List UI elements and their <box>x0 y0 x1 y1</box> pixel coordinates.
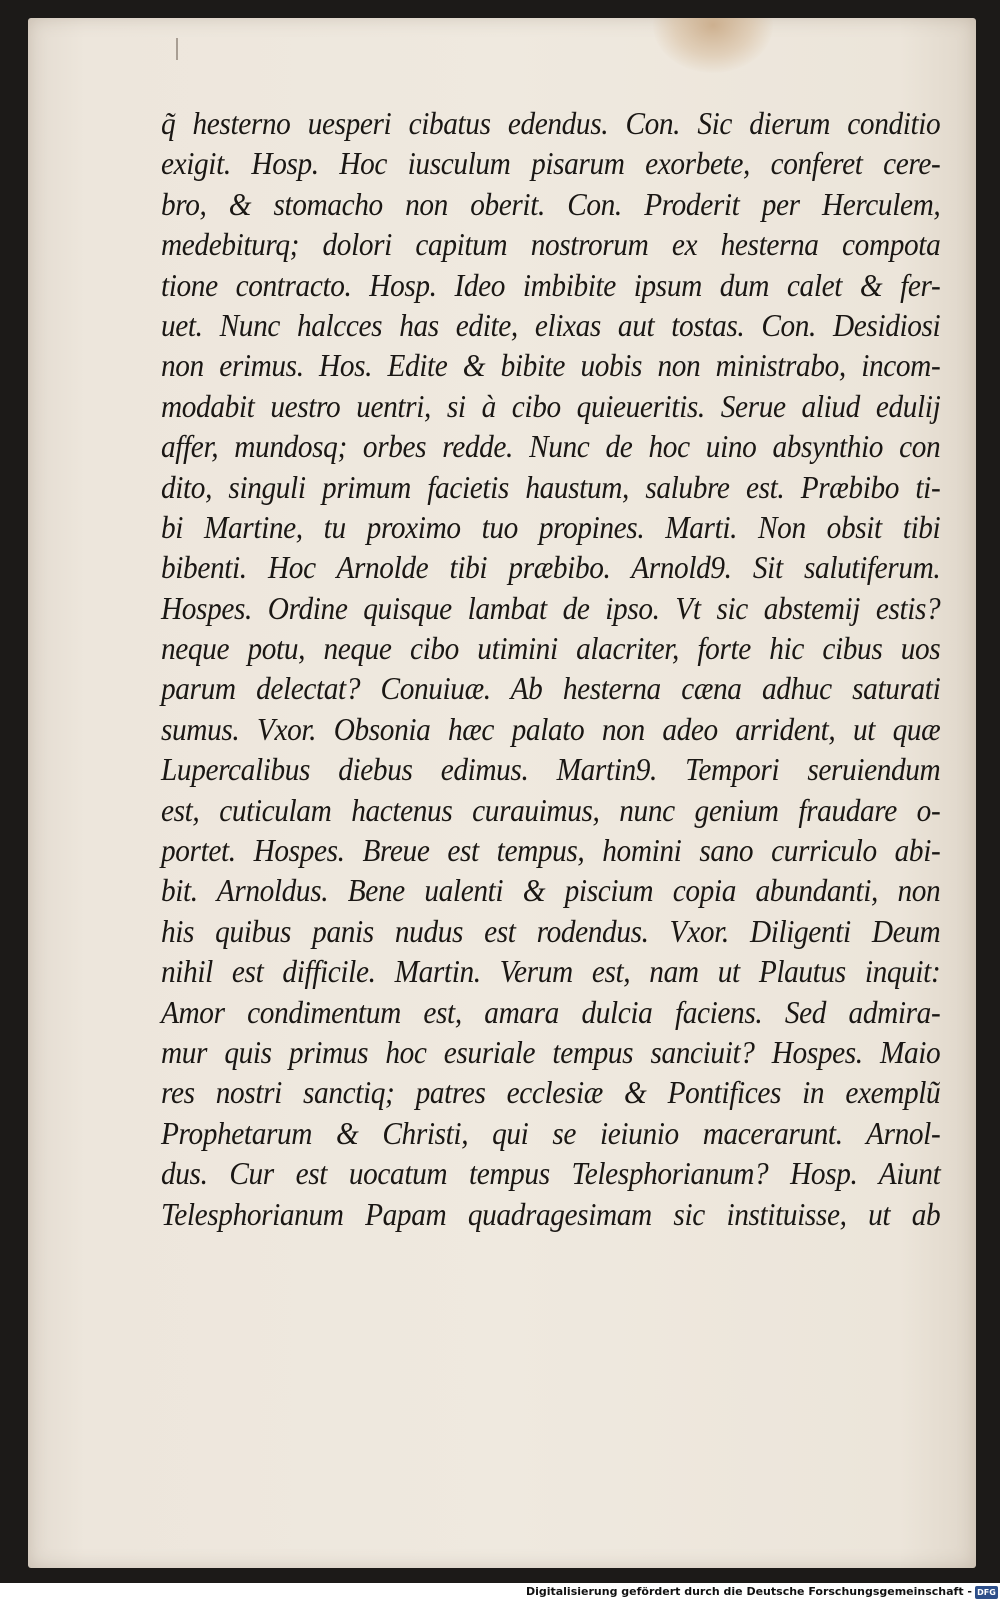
text-line: tione contracto. Hosp. Ideo imbibite ipsum dum calet & fer- <box>161 267 941 303</box>
text-line: bibenti. Hoc Arnolde tibi præbibo. Arnold9. Sit salutiferum. <box>161 550 941 586</box>
text-line: dus. Cur est uocatum tempus Telesphorianum? Hosp. Aiunt <box>161 1156 941 1192</box>
text-line: Hospes. Ordine quisque lambat de ipso. Vt sic abstemij estis? <box>161 590 941 626</box>
text-line: medebiturq; dolori capitum nostrorum ex hesterna compota <box>161 227 941 263</box>
text-line: Lupercalibus diebus edimus. Martin9. Tempori seruiendum <box>161 752 941 788</box>
text-line: parum delectat? Conuiuæ. Ab hesterna cæna adhuc saturati <box>161 671 941 707</box>
text-line: affer, mundosq; orbes redde. Nunc de hoc uino absynthio con <box>161 429 941 465</box>
text-line: bi Martine, tu proximo tuo propines. Marti. Non obsit tibi <box>161 509 941 545</box>
text-line: non erimus. Hos. Edite & bibite uobis non ministrabo, incom- <box>161 348 941 384</box>
book-page <box>28 18 976 1568</box>
margin-mark <box>176 38 178 60</box>
text-block <box>161 104 941 1235</box>
text-line: his quibus panis nudus est rodendus. Vxor. Diligenti Deum <box>161 913 941 949</box>
text-line: q̃ hesterno uesperi cibatus edendus. Con. Sic dierum conditio <box>161 106 941 141</box>
text-line: Prophetarum & Christi, qui se ieiunio macerarunt. Arnol- <box>161 1115 941 1151</box>
digitization-credit: Digitalisierung gefördert durch die Deutsche Forschungsgemeinschaft - <box>525 1585 972 1598</box>
text-line: bro, & stomacho non oberit. Con. Proderit per Herculem, <box>161 186 941 222</box>
text-line: mur quis primus hoc esuriale tempus sanciuit? Hospes. Maio <box>161 1034 941 1070</box>
text-line: sumus. Vxor. Obsonia hæc palato non adeo arrident, ut quæ <box>161 711 941 747</box>
text-line: uet. Nunc halcces has edite, elixas aut tostas. Con. Desidiosi <box>161 307 941 343</box>
text-line: Amor condimentum est, amara dulcia faciens. Sed admira- <box>161 994 941 1030</box>
text-line: dito, singuli primum facietis haustum, salubre est. Præbibo ti- <box>161 469 941 505</box>
text-line: neque potu, neque cibo utimini alacriter, forte hic cibus uos <box>161 631 941 667</box>
text-line: res nostri sanctiq; patres ecclesiæ & Pontifices in exemplũ <box>161 1075 941 1111</box>
text-line: exigit. Hosp. Hoc iusculum pisarum exorbete, conferet cere- <box>161 146 941 182</box>
text-line: bit. Arnoldus. Bene ualenti & piscium copia abundanti, non <box>161 873 941 909</box>
text-line: modabit uestro uentri, si à cibo quieueritis. Serue aliud edulij <box>161 388 941 424</box>
text-line: nihil est difficile. Martin. Verum est, nam ut Plautus inquit: <box>161 954 941 990</box>
text-line: est, cuticulam hactenus curauimus, nunc genium fraudare o- <box>161 792 941 828</box>
text-line: portet. Hospes. Breue est tempus, homini sano curriculo abi- <box>161 833 941 869</box>
text-line: Telesphorianum Papam quadragesimam sic instituisse, ut ab <box>161 1196 941 1232</box>
dfg-logo: DFG <box>975 1586 998 1599</box>
footer-bar <box>0 1583 1000 1603</box>
water-stain <box>653 18 773 73</box>
